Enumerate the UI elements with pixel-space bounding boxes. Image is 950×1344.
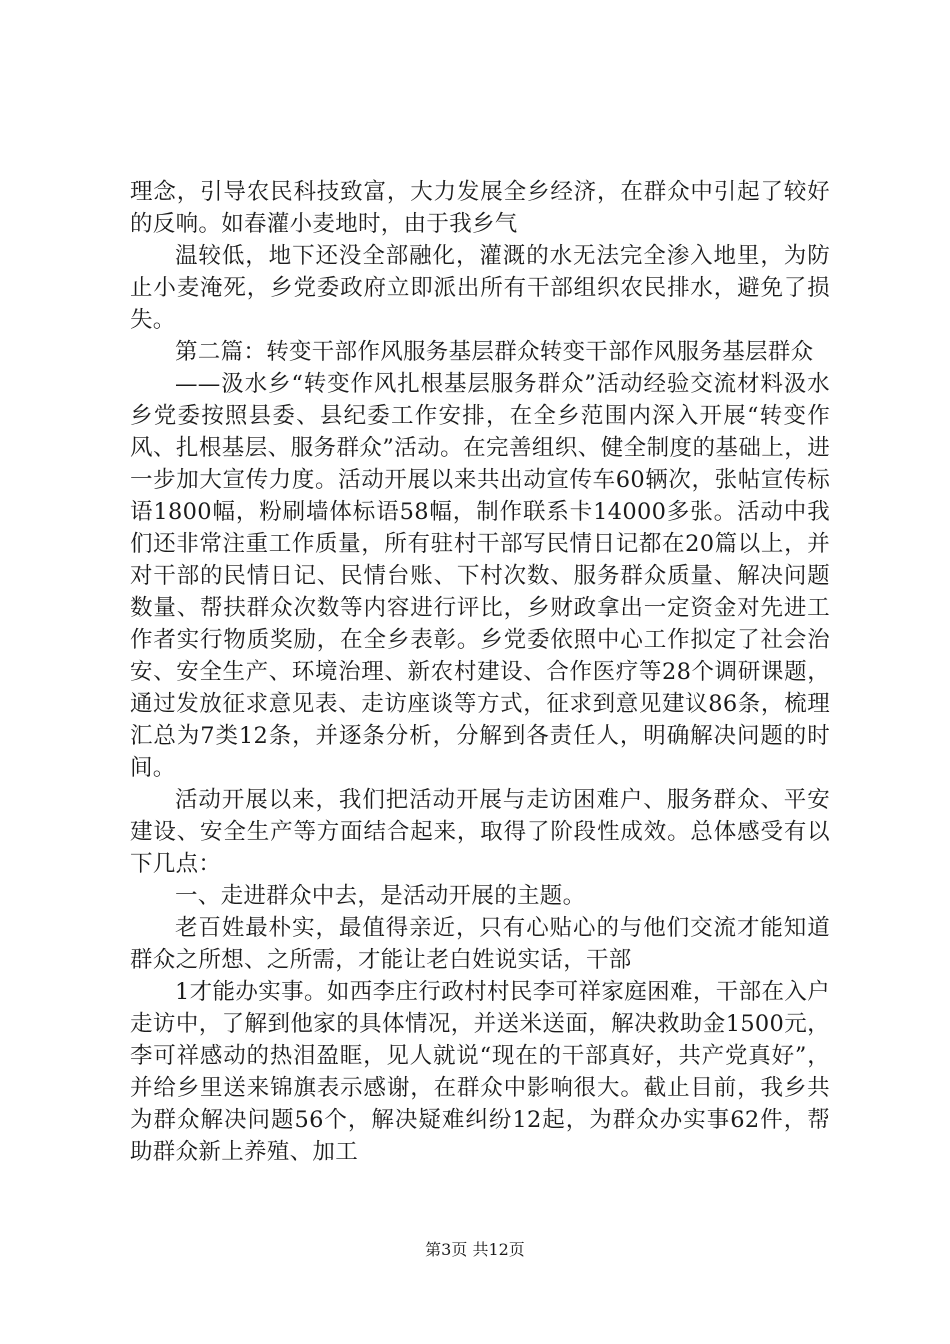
paragraph-6: 1才能办实事。如西李庄行政村村民李可祥家庭困难，干部在入户走访中，了解到他家的具体情况，并送米送面，解决救助金1500元，李可祥感动的热泪盈眶，见人就说“现在的干部真好，共产党真好”，并给乡里送来锦旗表示感谢，在群众中影响很大。截止目前，我乡共为群众解决问题56个，解决疑难纠纷12起，为群众办实事62件，帮助群众新上养殖、加工	[130, 979, 830, 1165]
section-heading: 第二篇：转变干部作风服务基层群众转变干部作风服务基层群众	[175, 339, 814, 365]
page-number-footer: 第3页 共12页	[425, 1240, 525, 1259]
paragraph-5: 老百姓最朴实，最值得亲近，只有心贴心的与他们交流才能知道群众之所想、之所需，才能让老白姓说实话，干部	[130, 915, 830, 973]
subheading-1: 一、走进群众中去，是活动开展的主题。	[175, 883, 586, 909]
paragraph-2: 温较低，地下还没全部融化，灌溉的水无法完全渗入地里，为防止小麦淹死，乡党委政府立即派出所有干部组织农民排水，避免了损失。	[130, 243, 830, 333]
paragraph-4: 活动开展以来，我们把活动开展与走访困难户、服务群众、平安建设、安全生产等方面结合起来，取得了阶段性成效。总体感受有以下几点：	[130, 787, 830, 877]
paragraph-1: 理念，引导农民科技致富，大力发展全乡经济，在群众中引起了较好的反响。如春灌小麦地时，由于我乡气	[130, 179, 830, 237]
paragraph-3: ——汲水乡“转变作风扎根基层服务群众”活动经验交流材料汲水乡党委按照县委、县纪委工作安排，在全乡范围内深入开展“转变作风、扎根基层、服务群众”活动。在完善组织、健全制度的基础上，进一步加大宣传力度。活动开展以来共出动宣传车60辆次，张帖宣传标语1800幅，粉刷墙体标语58幅，制作联系卡14000多张。活动中我们还非常注重工作质量，所有驻村干部写民情日记都在20篇以上，并对干部的民情日记、民情台账、下村次数、服务群众质量、解决问题数量、帮扶群众次数等内容进行评比，乡财政拿出一定资金对先进工作者实行物质奖励，在全乡表彰。乡党委依照中心工作拟定了社会治安、安全生产、环境治理、新农村建设、合作医疗等28个调研课题，通过发放征求意见表、走访座谈等方式，征求到意见建议86条，梳理汇总为7类12条，并逐条分析，分解到各责任人，明确解决问题的时间。	[130, 371, 830, 781]
document-body	[130, 176, 830, 1168]
